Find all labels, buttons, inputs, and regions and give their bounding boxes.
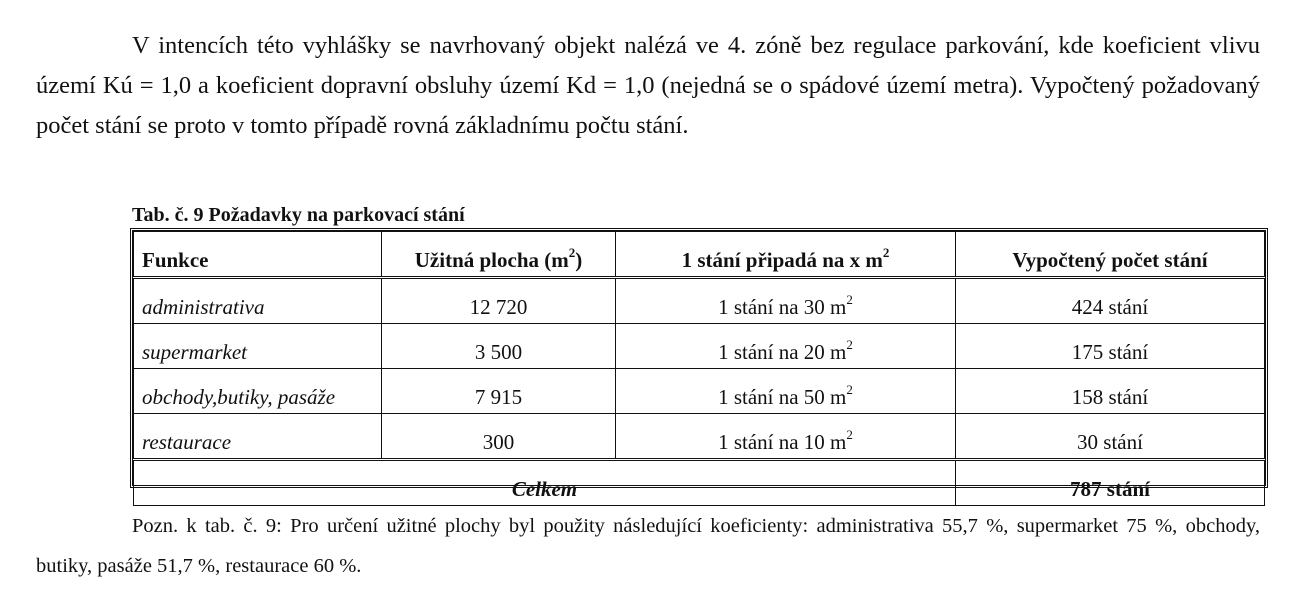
total-label: Celkem	[134, 460, 956, 506]
table-row	[134, 278, 1265, 324]
header-plocha-end: )	[575, 248, 583, 272]
table-note	[36, 506, 1260, 586]
cell-pripada	[616, 414, 956, 460]
body-paragraph	[36, 26, 1260, 146]
cell-pocet: 424 stání	[956, 278, 1265, 324]
header-plocha	[382, 232, 616, 278]
note-text: Pozn. k tab. č. 9: Pro určení užitné plochy byl použity následující koeficienty: administrativa 55,7 %, supermarket 75 %, obchody, butiky, pasáže 51,7 %, restaurace 60 %.	[36, 515, 1260, 577]
table-caption: Tab. č. 9 Požadavky na parkovací stání	[132, 204, 465, 226]
table-row	[134, 324, 1265, 369]
cell-pocet: 30 stání	[956, 414, 1265, 460]
cell-funkce: obchody,butiky, pasáže	[134, 369, 382, 414]
table-header-row	[134, 232, 1265, 278]
cell-pripada-text: 1 stání na 30 m	[718, 295, 847, 319]
cell-pripada	[616, 369, 956, 414]
header-pripada-text: 1 stání připadá na x m	[681, 248, 883, 272]
cell-pripada-sup: 2	[846, 427, 853, 442]
cell-plocha: 3 500	[382, 324, 616, 369]
cell-pripada	[616, 324, 956, 369]
cell-pocet: 175 stání	[956, 324, 1265, 369]
cell-funkce: supermarket	[134, 324, 382, 369]
cell-funkce: restaurace	[134, 414, 382, 460]
table-row	[134, 414, 1265, 460]
cell-plocha: 7 915	[382, 369, 616, 414]
cell-plocha: 12 720	[382, 278, 616, 324]
table-total-row	[134, 460, 1265, 506]
cell-funkce: administrativa	[134, 278, 382, 324]
cell-plocha: 300	[382, 414, 616, 460]
header-pocet: Vypočtený počet stání	[956, 232, 1265, 278]
parking-table	[130, 228, 1268, 501]
header-plocha-text: Užitná plocha (m	[414, 248, 569, 272]
cell-pripada	[616, 278, 956, 324]
header-plocha-sup: 2	[568, 245, 576, 260]
cell-pripada-text: 1 stání na 50 m	[718, 385, 847, 409]
parking-table-grid	[133, 231, 1265, 506]
header-pripada	[616, 232, 956, 278]
cell-pripada-text: 1 stání na 10 m	[718, 430, 847, 454]
header-pripada-sup: 2	[882, 245, 890, 260]
cell-pripada-text: 1 stání na 20 m	[718, 340, 847, 364]
cell-pripada-sup: 2	[846, 382, 853, 397]
cell-pripada-sup: 2	[846, 337, 853, 352]
cell-pocet: 158 stání	[956, 369, 1265, 414]
paragraph-text: V intencích této vyhlášky se navrhovaný objekt nalézá ve 4. zóně bez regulace parkování, kde koeficient vlivu území Kú = 1,0 a koeficient dopravní obsluhy území Kd = 1,0 (nejedná se o spádové území metra). Vypočtený požadovaný počet stání se proto v tomto případě rovná základnímu počtu stání.	[36, 32, 1260, 139]
cell-pripada-sup: 2	[846, 292, 853, 307]
table-row	[134, 369, 1265, 414]
header-funkce: Funkce	[134, 232, 382, 278]
total-value: 787 stání	[956, 460, 1265, 506]
